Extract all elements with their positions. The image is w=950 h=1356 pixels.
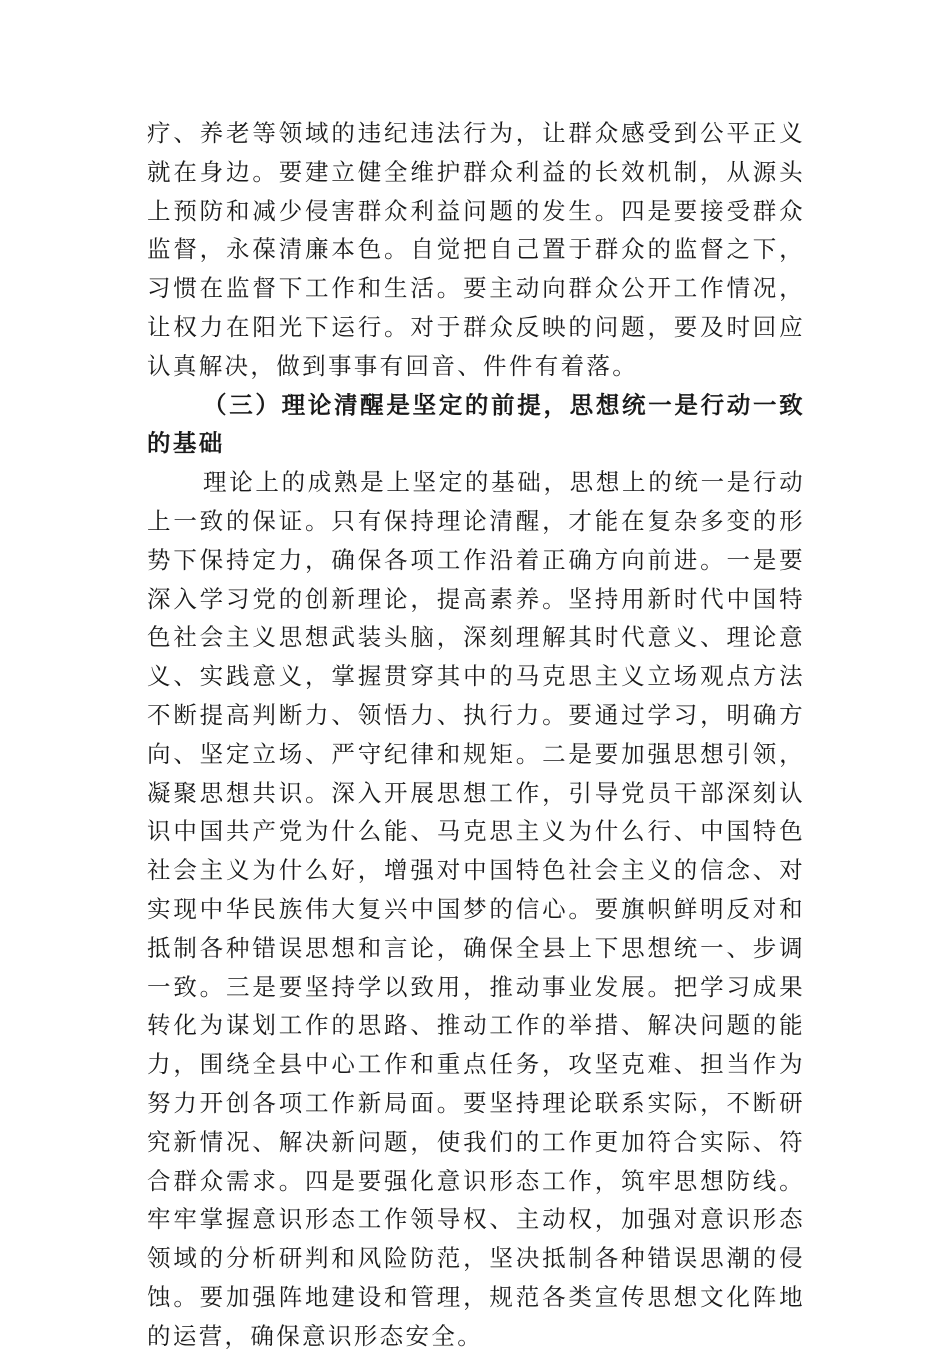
document-body [147,114,805,1356]
text-line: 义、实践意义，掌握贯穿其中的马克思主义立场观点方法 [147,662,805,691]
text-line: 势下保持定力，确保各项工作沿着正确方向前进。一是要 [147,545,805,574]
text-line: 的运营，确保意识形态安全。 [147,1321,484,1350]
text-line: 牢牢掌握意识形态工作领导权、主动权，加强对意识形态 [147,1205,805,1234]
text-line: 疗、养老等领域的违纪违法行为，让群众感受到公平正义 [147,119,805,147]
section-heading: （三）理论清醒是坚定的前提，思想统一是行动一致 [203,390,805,419]
text-line: 领域的分析研判和风险防范，坚决抵制各种错误思潮的侵 [147,1244,805,1273]
text-line: 不断提高判断力、领悟力、执行力。要通过学习，明确方 [147,700,805,729]
text-line: 深入学习党的创新理论，提高素养。坚持用新时代中国特 [147,584,805,613]
text-line: 上预防和减少侵害群众利益问题的发生。四是要接受群众 [147,196,805,225]
text-line: 就在身边。要建立健全维护群众利益的长效机制，从源头 [147,157,805,186]
text-line: 实现中华民族伟大复兴中国梦的信心。要旗帜鲜明反对和 [147,894,805,923]
text-line: 色社会主义思想武装头脑，深刻理解其时代意义、理论意 [147,623,805,652]
section-heading-continued: 的基础 [147,429,225,458]
text-line: 蚀。要加强阵地建设和管理，规范各类宣传思想文化阵地 [147,1282,805,1311]
text-line: 力，围绕全县中心工作和重点任务，攻坚克难、担当作为 [147,1050,805,1079]
text-line: 认真解决，做到事事有回音、件件有着落。 [147,351,639,380]
text-line: 努力开创各项工作新局面。要坚持理论联系实际，不断研 [147,1088,805,1117]
text-line: 凝聚思想共识。深入开展思想工作，引导党员干部深刻认 [147,778,805,807]
text-line: 习惯在监督下工作和生活。要主动向群众公开工作情况， [147,274,805,303]
text-line: 让权力在阳光下运行。对于群众反映的问题，要及时回应 [147,312,805,341]
text-line: 向、坚定立场、严守纪律和规矩。二是要加强思想引领， [147,739,805,768]
text-line: 合群众需求。四是要强化意识形态工作，筑牢思想防线。 [147,1166,805,1195]
text-line: 识中国共产党为什么能、马克思主义为什么行、中国特色 [147,817,805,846]
text-line: 上一致的保证。只有保持理论清醒，才能在复杂多变的形 [147,506,805,535]
text-line: 社会主义为什么好，增强对中国特色社会主义的信念、对 [147,856,805,885]
text-line: 一致。三是要坚持学以致用，推动事业发展。把学习成果 [147,972,805,1001]
text-line: 抵制各种错误思想和言论，确保全县上下思想统一、步调 [147,933,805,962]
text-line: 转化为谋划工作的思路、推动工作的举措、解决问题的能 [147,1011,805,1040]
text-line: 监督，永葆清廉本色。自觉把自己置于群众的监督之下， [147,235,805,264]
paragraph-first-line: 理论上的成熟是上坚定的基础，思想上的统一是行动 [203,468,805,497]
text-line: 究新情况、解决新问题，使我们的工作更加符合实际、符 [147,1127,805,1156]
